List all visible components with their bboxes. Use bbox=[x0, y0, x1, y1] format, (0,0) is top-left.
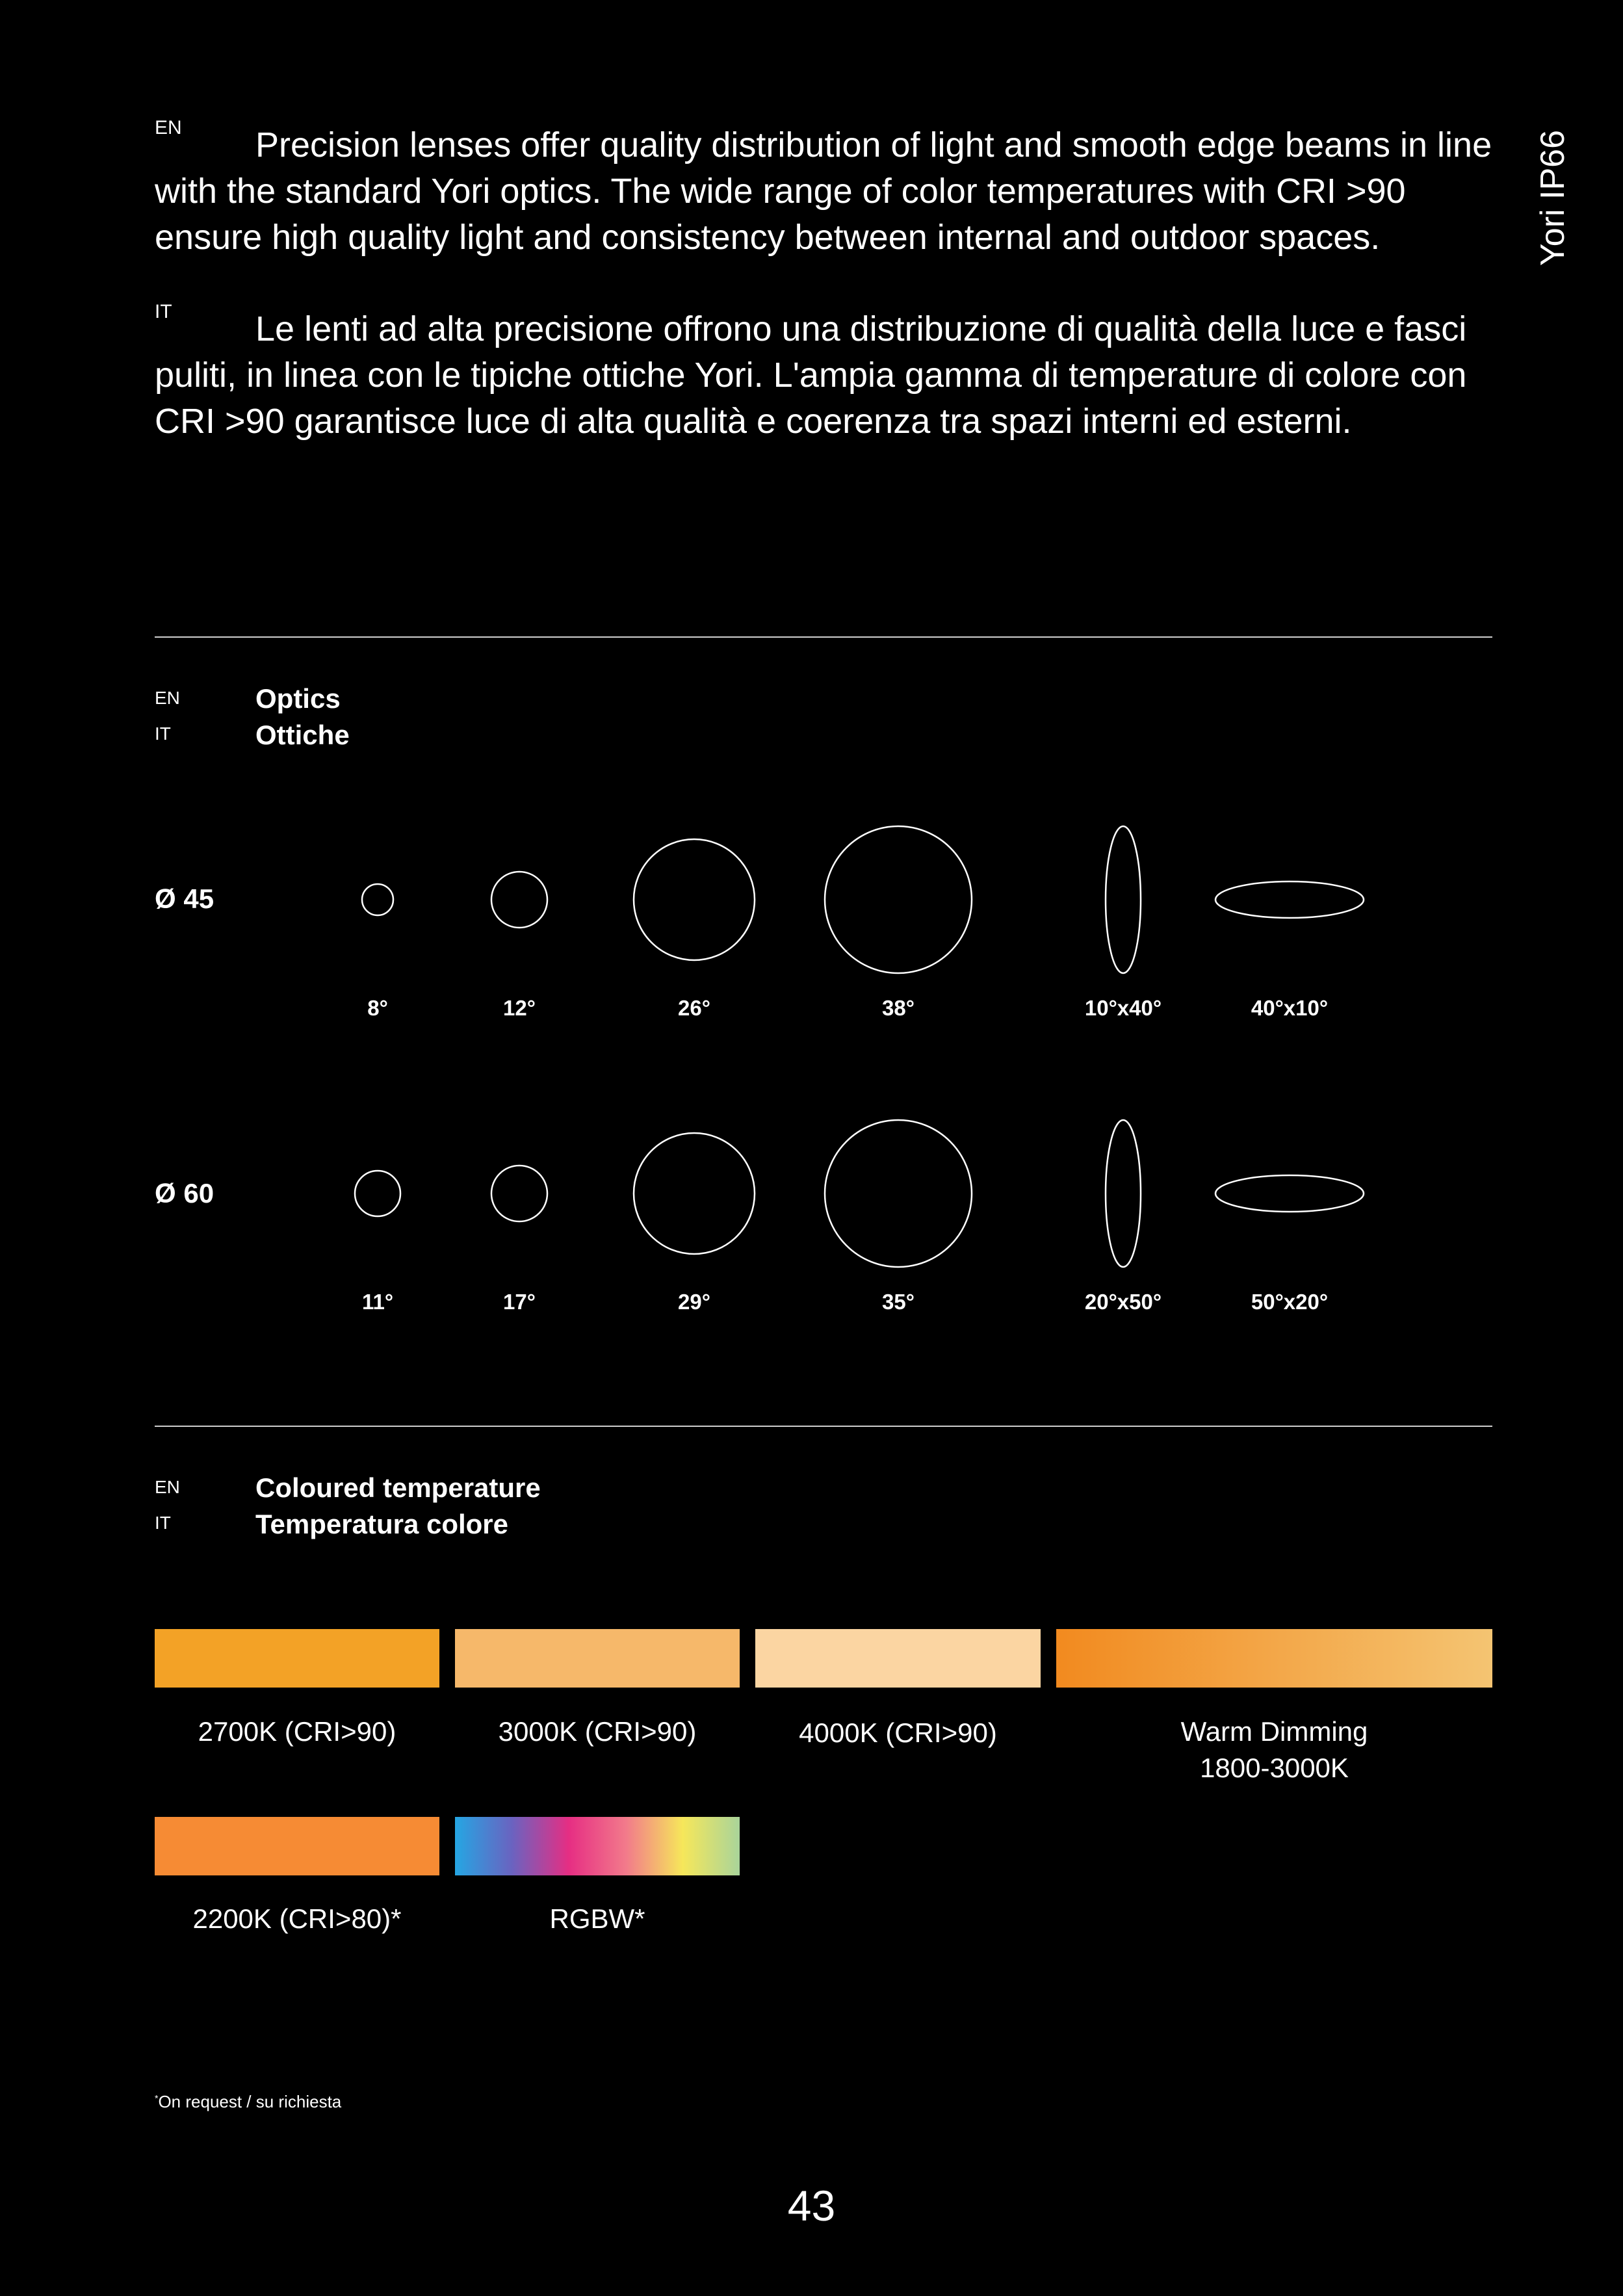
beam-12-icon bbox=[491, 872, 547, 928]
swatch-label: 2700K (CRI>90) bbox=[198, 1716, 396, 1747]
swatch-label: 2200K (CRI>80)* bbox=[192, 1903, 402, 1934]
beam-label: 35° bbox=[882, 1290, 915, 1314]
beam-26-icon bbox=[634, 839, 755, 960]
side-title: Yori IP66 bbox=[1534, 130, 1572, 267]
optics-title-en: Optics bbox=[255, 683, 341, 714]
temperature-title-it: Temperatura colore bbox=[255, 1509, 509, 1539]
swatch-4000k bbox=[755, 1629, 1041, 1688]
beam-label: 10°x40° bbox=[1084, 996, 1162, 1020]
beam-label: 11° bbox=[361, 1290, 394, 1314]
optics-lang-en: EN bbox=[155, 688, 180, 708]
beam-diagrams-45 bbox=[0, 806, 1623, 1001]
swatch-label: RGBW* bbox=[549, 1903, 645, 1934]
divider bbox=[155, 1426, 1492, 1427]
swatch-warm-dimming bbox=[1056, 1629, 1492, 1688]
beam-10x40-icon bbox=[1106, 826, 1141, 973]
beam-40x10-icon bbox=[1215, 881, 1364, 918]
swatch-2700k bbox=[155, 1629, 439, 1688]
beam-diagrams-60 bbox=[0, 1100, 1623, 1295]
swatch-3000k bbox=[455, 1629, 740, 1688]
swatch-rgbw bbox=[455, 1817, 740, 1875]
beam-label: 26° bbox=[678, 996, 710, 1020]
intro-en bbox=[155, 117, 1494, 261]
beam-38-icon bbox=[825, 826, 972, 973]
page-number: 43 bbox=[787, 2182, 836, 2230]
beam-29-icon bbox=[634, 1133, 755, 1254]
divider bbox=[155, 636, 1492, 638]
beam-label: 38° bbox=[882, 996, 915, 1020]
footnote-mark: * bbox=[155, 2093, 159, 2104]
swatch-label: 4000K (CRI>90) bbox=[799, 1717, 997, 1748]
beam-label: 8° bbox=[367, 996, 388, 1020]
lang-it-label: IT bbox=[155, 301, 172, 322]
swatch-label-warm-dimming bbox=[1056, 1714, 1492, 1786]
beam-8-icon bbox=[362, 884, 393, 915]
beam-35-icon bbox=[825, 1120, 972, 1267]
swatch-label: 3000K (CRI>90) bbox=[498, 1716, 697, 1747]
size-label-60: Ø 60 bbox=[155, 1178, 214, 1208]
footnote bbox=[155, 2092, 341, 2112]
footnote-text: On request / su richiesta bbox=[158, 2092, 342, 2111]
temperature-lang-it: IT bbox=[155, 1513, 171, 1533]
beam-50x20-icon bbox=[1215, 1175, 1364, 1212]
temperature-title-en: Coloured temperature bbox=[255, 1472, 541, 1503]
beam-label: 12° bbox=[503, 996, 536, 1020]
optics-lang-it: IT bbox=[155, 724, 171, 744]
intro-it-text: Le lenti ad alta precisione offrono una distribuzione di qualità della luce e fasci puliti, in linea con le tipiche ottiche Yori. L'ampia gamma di temperature di colore con CRI >90 garantisce luce di alta qualità e coerenza tra spazi interni ed esterni. bbox=[155, 309, 1467, 441]
temperature-lang-en: EN bbox=[155, 1477, 180, 1497]
intro-en-text: Precision lenses offer quality distribution of light and smooth edge beams in line with the standard Yori optics. The wide range of color temperatures with CRI >90 ensure high quality light and consistency between internal and outdoor spaces. bbox=[155, 125, 1492, 257]
swatch-label-line2: 1800-3000K bbox=[1200, 1753, 1349, 1783]
beam-label: 50°x20° bbox=[1251, 1290, 1329, 1314]
optics-title-it: Ottiche bbox=[255, 720, 350, 750]
swatch-label-line1: Warm Dimming bbox=[1180, 1716, 1368, 1747]
lang-en-label: EN bbox=[155, 117, 182, 138]
size-label-45: Ø 45 bbox=[155, 883, 214, 914]
beam-label: 40°x10° bbox=[1251, 996, 1329, 1020]
beam-17-icon bbox=[491, 1166, 547, 1221]
beam-11-icon bbox=[355, 1171, 400, 1216]
beam-label: 17° bbox=[503, 1290, 536, 1314]
beam-label: 20°x50° bbox=[1084, 1290, 1162, 1314]
intro-it bbox=[155, 301, 1494, 445]
beam-20x50-icon bbox=[1106, 1120, 1141, 1267]
beam-label: 29° bbox=[678, 1290, 710, 1314]
swatch-2200k bbox=[155, 1817, 439, 1875]
